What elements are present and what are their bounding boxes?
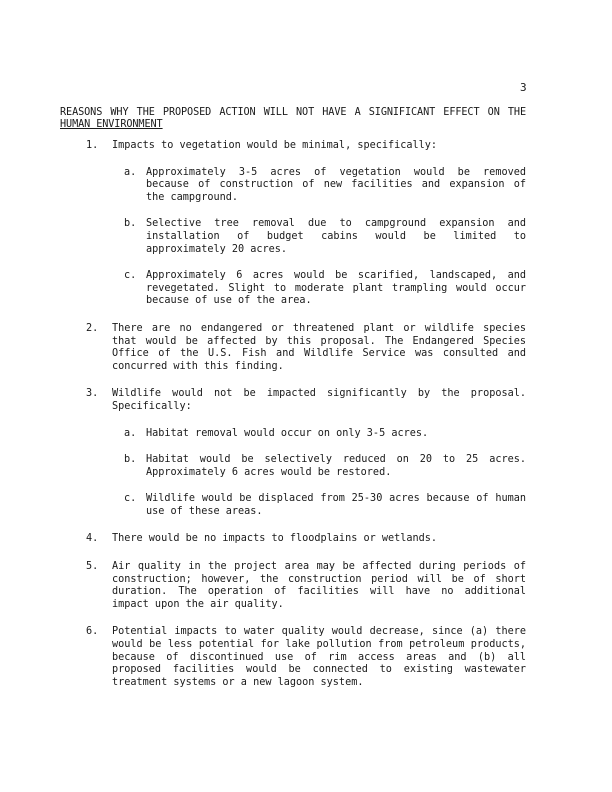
sub-item-letter: c. — [124, 270, 137, 282]
page-number: 3 — [520, 81, 527, 94]
list-item-2 — [86, 323, 526, 373]
item-text: Wildlife would not be impacted significantly by the proposal. Specifically: — [112, 388, 526, 412]
sub-item-1b — [124, 218, 526, 256]
heading-line-1: REASONS WHY THE PROPOSED ACTION WILL NOT HAVE A SIGNIFICANT EFFECT ON THE — [60, 107, 526, 118]
section-heading — [60, 107, 526, 131]
item-text: There would be no impacts to floodplains or wetlands. — [112, 533, 438, 545]
item-text: Air quality in the project area may be affected during periods of construction; however, the construction period will be of short duration. The operation of facilities will have no additional impact upon the air quality. — [112, 561, 526, 610]
sub-item-3c — [124, 493, 526, 518]
sub-item-text: Approximately 3-5 acres of vegetation would be removed because of construction of new facilities and expansion of the campground. — [146, 166, 526, 203]
sub-item-text: Wildlife would be displaced from 25-30 acres because of human use of these areas. — [146, 493, 526, 517]
item-number: 2. — [86, 322, 99, 334]
sub-item-letter: c. — [124, 493, 137, 505]
sub-item-text: Habitat would be selectively reduced on 20 to 25 acres. Approximately 6 acres would be restored. — [146, 454, 526, 478]
item-number: 3. — [86, 388, 99, 400]
item-text: Potential impacts to water quality would decrease, since (a) there would be less potential for lake pollution from petroleum products, because of discontinued use of rim access areas and (b) all proposed facilities would be connected to existing wastewater treatment systems or a new lagoon system. — [112, 626, 526, 688]
sub-item-1a — [124, 167, 526, 205]
list-item-4 — [86, 533, 526, 546]
list-item-1 — [86, 140, 526, 308]
sub-item-3b — [124, 454, 526, 479]
item-number: 1. — [86, 140, 99, 151]
list-item-6 — [86, 626, 526, 689]
sub-item-letter: b. — [124, 218, 137, 230]
sub-list — [124, 428, 526, 519]
sub-item-text: Approximately 6 acres would be scarified, landscaped, and revegetated. Slight to moderate plant trampling would occur because of use of the area. — [146, 270, 526, 307]
sub-list — [124, 167, 526, 308]
heading-line-2: HUMAN ENVIRONMENT — [60, 119, 163, 130]
sub-item-letter: a. — [124, 427, 137, 439]
reasons-list — [86, 140, 526, 704]
sub-item-letter: b. — [124, 454, 137, 466]
list-item-5 — [86, 561, 526, 611]
item-number: 5. — [86, 561, 99, 573]
sub-item-text: Habitat removal would occur on only 3-5 acres. — [146, 427, 429, 439]
item-number: 4. — [86, 533, 99, 545]
sub-item-1c — [124, 270, 526, 308]
item-number: 6. — [86, 626, 99, 638]
item-text: Impacts to vegetation would be minimal, specifically: — [112, 140, 438, 151]
list-item-3 — [86, 388, 526, 518]
item-text: There are no endangered or threatened plant or wildlife species that would be affected by this proposal. The Endangered Species Office of the U.S. Fish and Wildlife Service was consulted and concurred with this finding. — [112, 322, 526, 372]
sub-item-3a — [124, 428, 526, 441]
sub-item-text: Selective tree removal due to campground expansion and installation of budget cabins would be limited to approximately 20 acres. — [146, 218, 526, 255]
sub-item-letter: a. — [124, 166, 137, 178]
